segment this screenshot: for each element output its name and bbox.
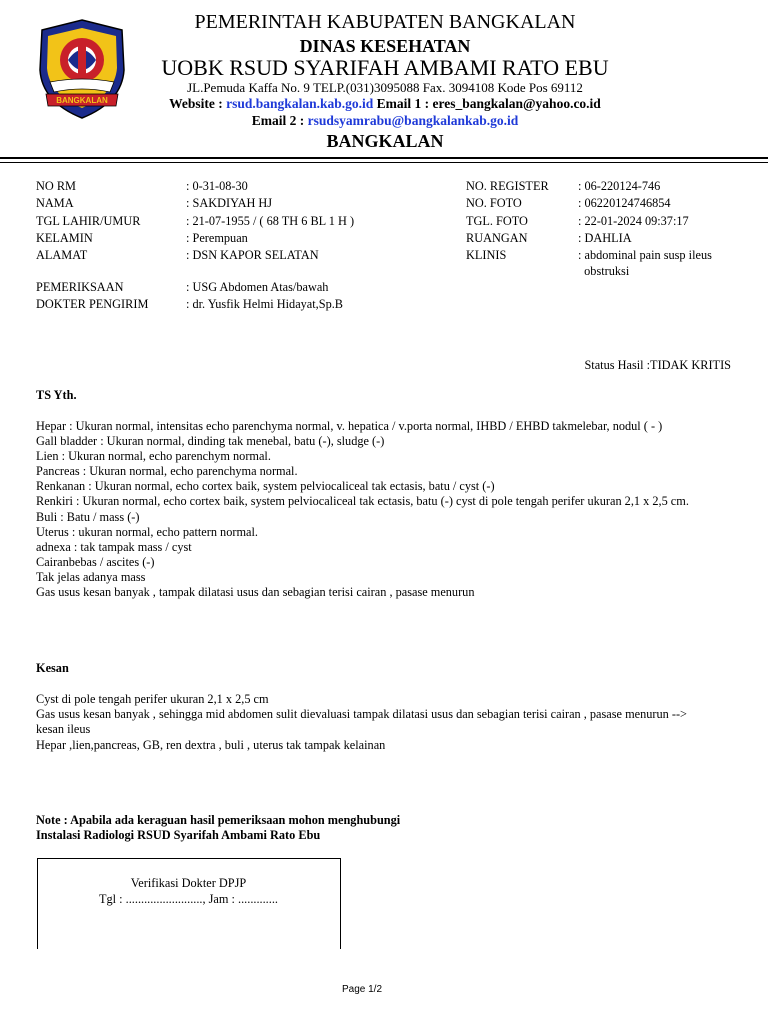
email1-text: Email 1 : eres_bangkalan@yahoo.co.id [373,96,601,111]
status-hasil: Status Hasil :TIDAK KRITIS [584,358,731,372]
finding-cairan: Cairanbebas / ascites (-) [36,555,155,569]
finding-renkiri: Renkiri : Ukuran normal, echo cortex baik, system pelviocaliceal tak ectasis, batu (-) cyst di pole tengah perifer ukuran 2,1 x 2,5 cm. [36,494,689,508]
finding-adnexa: adnexa : tak tampak mass / cyst [36,540,192,554]
finding-pancreas: Pancreas : Ukuran normal, echo parenchyma normal. [36,464,298,478]
value-klinis-cont: obstruksi [578,264,630,278]
header-contacts [130,95,640,112]
label-tgl-foto: TGL. FOTO [466,214,528,228]
value-no-register: : 06-220124-746 [578,179,661,193]
label-klinis: KLINIS [466,248,507,262]
value-kelamin: : Perempuan [186,231,248,245]
website-label: Website : [169,96,227,111]
label-tgl-lahir: TGL LAHIR/UMUR [36,214,141,228]
finding-lien: Lien : Ukuran normal, echo parenchym normal. [36,449,271,463]
kesan-line-3: kesan ileus [36,722,91,736]
value-ruangan: : DAHLIA [578,231,632,245]
value-tgl-foto: : 22-01-2024 09:37:17 [578,214,689,228]
finding-buli: Buli : Batu / mass (-) [36,510,140,524]
note-line-2: Instalasi Radiologi RSUD Syarifah Ambami Rato Ebu [36,828,321,842]
page-number: Page 1/2 [341,984,383,995]
header-address: JL.Pemuda Kaffa No. 9 TELP.(031)3095088 Fax. 3094108 Kode Pos 69112 [187,80,583,95]
finding-uterus: Uterus : ukuran normal, echo pattern normal. [36,525,258,539]
label-alamat: ALAMAT [36,248,88,262]
value-no-foto: : 06220124746854 [578,196,671,210]
label-no-register: NO. REGISTER [466,179,549,193]
header-city: BANGKALAN [326,131,444,151]
greeting: TS Yth. [36,388,77,402]
value-no-rm: : 0-31-08-30 [186,179,248,193]
label-no-rm: NO RM [36,179,76,193]
value-dokter-pengirim: : dr. Yusfik Helmi Hidayat,Sp.B [186,297,344,311]
note-line-1: Note : Apabila ada keraguan hasil pemeriksaan mohon menghubungi [36,813,401,827]
finding-mass: Tak jelas adanya mass [36,570,146,584]
bangkalan-logo [36,18,128,122]
email2-link[interactable]: rsudsyamrabu@bangkalankab.go.id [307,113,519,128]
header-divider-thick [0,157,768,159]
kesan-line-4: Hepar ,lien,pancreas, GB, ren dextra , buli , uterus tak tampak kelainan [36,738,386,752]
header-department: DINAS KESEHATAN [299,36,471,56]
value-pemeriksaan: : USG Abdomen Atas/bawah [186,280,329,294]
finding-renkanan: Renkanan : Ukuran normal, echo cortex baik, system pelviocaliceal tak ectasis, batu / cyst (-) [36,479,495,493]
value-alamat: : DSN KAPOR SELATAN [186,248,319,262]
label-pemeriksaan: PEMERIKSAAN [36,280,124,294]
verification-title: Verifikasi Dokter DPJP [130,876,247,890]
header-hospital: UOBK RSUD SYARIFAH AMBAMI RATO EBU [161,55,609,80]
label-kelamin: KELAMIN [36,231,93,245]
value-tgl-lahir: : 21-07-1955 / ( 68 TH 6 BL 1 H ) [186,214,355,228]
label-dokter-pengirim: DOKTER PENGIRIM [36,297,149,311]
email2-label: Email 2 : [251,113,308,128]
label-no-foto: NO. FOTO [466,196,522,210]
header-divider-thin [0,162,768,163]
label-ruangan: RUANGAN [466,231,528,245]
verification-date-time: Tgl : ........................., Jam : ............. [99,892,278,906]
svg-text:BANGKALAN: BANGKALAN [56,96,108,105]
value-nama: : SAKDIYAH HJ [186,196,273,210]
finding-gall-bladder: Gall bladder : Ukuran normal, dinding tak menebal, batu (-), sludge (-) [36,434,385,448]
kesan-line-1: Cyst di pole tengah perifer ukuran 2,1 x 2,5 cm [36,692,269,706]
finding-hepar: Hepar : Ukuran normal, intensitas echo parenchyma normal, v. hepatica / v.porta normal, IHBD / EHBD takmelebar, nodul ( - ) [36,419,663,433]
finding-gas-usus: Gas usus kesan banyak , tampak dilatasi usus dan sebagian terisi cairan , pasase menurun [36,585,475,599]
kesan-title: Kesan [36,661,69,675]
header-government: PEMERINTAH KABUPATEN BANGKALAN [194,11,576,33]
kesan-line-2: Gas usus kesan banyak , sehingga mid abdomen sulit dievaluasi tampak dilatasi usus dan sebagian terisi cairan , pasase menurun --> [36,707,687,721]
website-link[interactable]: rsud.bangkalan.kab.go.id [226,96,374,111]
value-klinis: : abdominal pain susp ileus [578,248,712,262]
header-email2 [130,112,640,129]
label-nama: NAMA [36,196,74,210]
